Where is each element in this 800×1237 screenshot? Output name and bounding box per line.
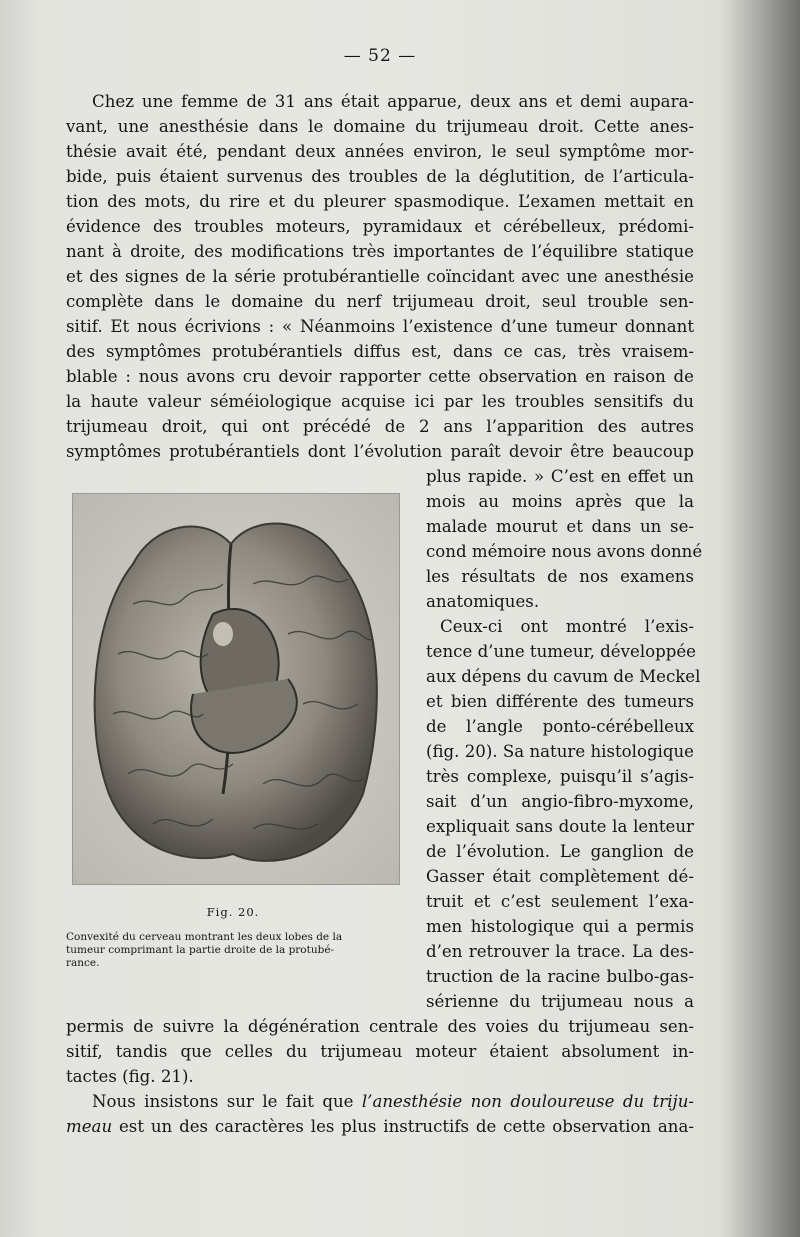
text-line: nant à droite, des modifications très importantes de l’équilibre statique bbox=[66, 242, 694, 261]
text-line: de l’angle ponto-cérébelleux bbox=[426, 717, 694, 736]
text-line: permis de suivre la dégénération centrale des voies du trijumeau sen- bbox=[66, 1017, 694, 1036]
text-line: tion des mots, du rire et du pleurer spasmodique. L’examen mettait en bbox=[66, 192, 694, 211]
italic-span: l’anesthésie non douloureuse du triju- bbox=[361, 1092, 694, 1111]
text-line: vant, une anesthésie dans le domaine du trijumeau droit. Cette anes- bbox=[66, 117, 694, 136]
text-line: cond mémoire nous avons donné bbox=[426, 542, 703, 561]
text-line: et bien différente des tumeurs bbox=[426, 692, 694, 711]
text-line: et des signes de la série protubérantielle coïncidant avec une anesthésie bbox=[66, 267, 694, 286]
caption-line: Convexité du cerveau montrant les deux lobes de la bbox=[66, 931, 343, 943]
text-line: complète dans le domaine du nerf trijumeau droit, seul trouble sen- bbox=[66, 292, 694, 311]
text-span: est un des caractères les plus instructifs de cette observation ana- bbox=[112, 1117, 694, 1136]
text-line: Ceux-ci ont montré l’exis- bbox=[440, 617, 694, 636]
text-line: des symptômes protubérantiels diffus est, dans ce cas, très vraisem- bbox=[66, 342, 694, 361]
text-span: Nous insistons sur le fait que bbox=[92, 1092, 362, 1111]
text-line: évidence des troubles moteurs, pyramidaux et cérébelleux, prédomi- bbox=[66, 217, 694, 236]
text-line: très complexe, puisqu’il s’agis- bbox=[426, 767, 694, 786]
text-line: sérienne du trijumeau nous a bbox=[426, 992, 694, 1011]
text-line: blable : nous avons cru devoir rapporter cette observation en raison de bbox=[66, 367, 694, 386]
text-line: expliquait sans doute la lenteur bbox=[426, 817, 694, 836]
text-line: tence d’une tumeur, développée bbox=[426, 642, 697, 661]
text-line: d’en retrouver la trace. La des- bbox=[426, 942, 694, 961]
text-line: anatomiques. bbox=[426, 592, 540, 611]
text-line: trijumeau droit, qui ont précédé de 2 ans l’apparition des autres bbox=[66, 417, 694, 436]
text-line: aux dépens du cavum de Meckel bbox=[426, 667, 701, 686]
text-line: truit et c’est seulement l’exa- bbox=[426, 892, 694, 911]
text-line: les résultats de nos examens bbox=[426, 567, 694, 586]
caption-line: tumeur comprimant la partie droite de la protubé- bbox=[66, 944, 335, 956]
text-line: thésie avait été, pendant deux années environ, le seul symptôme mor- bbox=[66, 142, 694, 161]
text-line bbox=[66, 1114, 694, 1139]
caption-line: rance. bbox=[66, 957, 100, 969]
page-number: — 52 — bbox=[343, 46, 417, 66]
text-line: bide, puis étaient survenus des troubles de la déglutition, de l’articula- bbox=[66, 167, 694, 186]
text-line: tactes (fig. 21). bbox=[66, 1067, 194, 1086]
text-line: Gasser était complètement dé- bbox=[426, 867, 694, 886]
text-line: Chez une femme de 31 ans était apparue, deux ans et demi aupara- bbox=[92, 92, 694, 111]
text-line: symptômes protubérantiels dont l’évolution paraît devoir être beaucoup bbox=[66, 442, 694, 461]
text-line: men histologique qui a permis bbox=[426, 917, 694, 936]
figure-photo bbox=[72, 493, 400, 885]
text-line: plus rapide. » C’est en effet un bbox=[426, 467, 694, 486]
text-line: sait d’un angio-fibro-myxome, bbox=[426, 792, 694, 811]
text-line: la haute valeur séméiologique acquise ici par les troubles sensitifs du bbox=[66, 392, 694, 411]
italic-span: meau bbox=[66, 1117, 113, 1136]
text-line: sitif. Et nous écrivions : « Néanmoins l’existence d’une tumeur donnant bbox=[66, 317, 694, 336]
figure-title: Fig. 20. bbox=[206, 905, 260, 919]
text-line: truction de la racine bulbo-gas- bbox=[426, 967, 694, 986]
text-line: mois au moins après que la bbox=[426, 492, 694, 511]
text-line: sitif, tandis que celles du trijumeau moteur étaient absolument in- bbox=[66, 1042, 694, 1061]
text-line bbox=[92, 1089, 694, 1114]
brain-photo-icon bbox=[73, 494, 399, 884]
text-line: malade mourut et dans un se- bbox=[426, 517, 694, 536]
text-line: de l’évolution. Le ganglion de bbox=[426, 842, 694, 861]
figure-caption bbox=[66, 931, 398, 970]
text-line: (fig. 20). Sa nature histologique bbox=[426, 742, 694, 761]
